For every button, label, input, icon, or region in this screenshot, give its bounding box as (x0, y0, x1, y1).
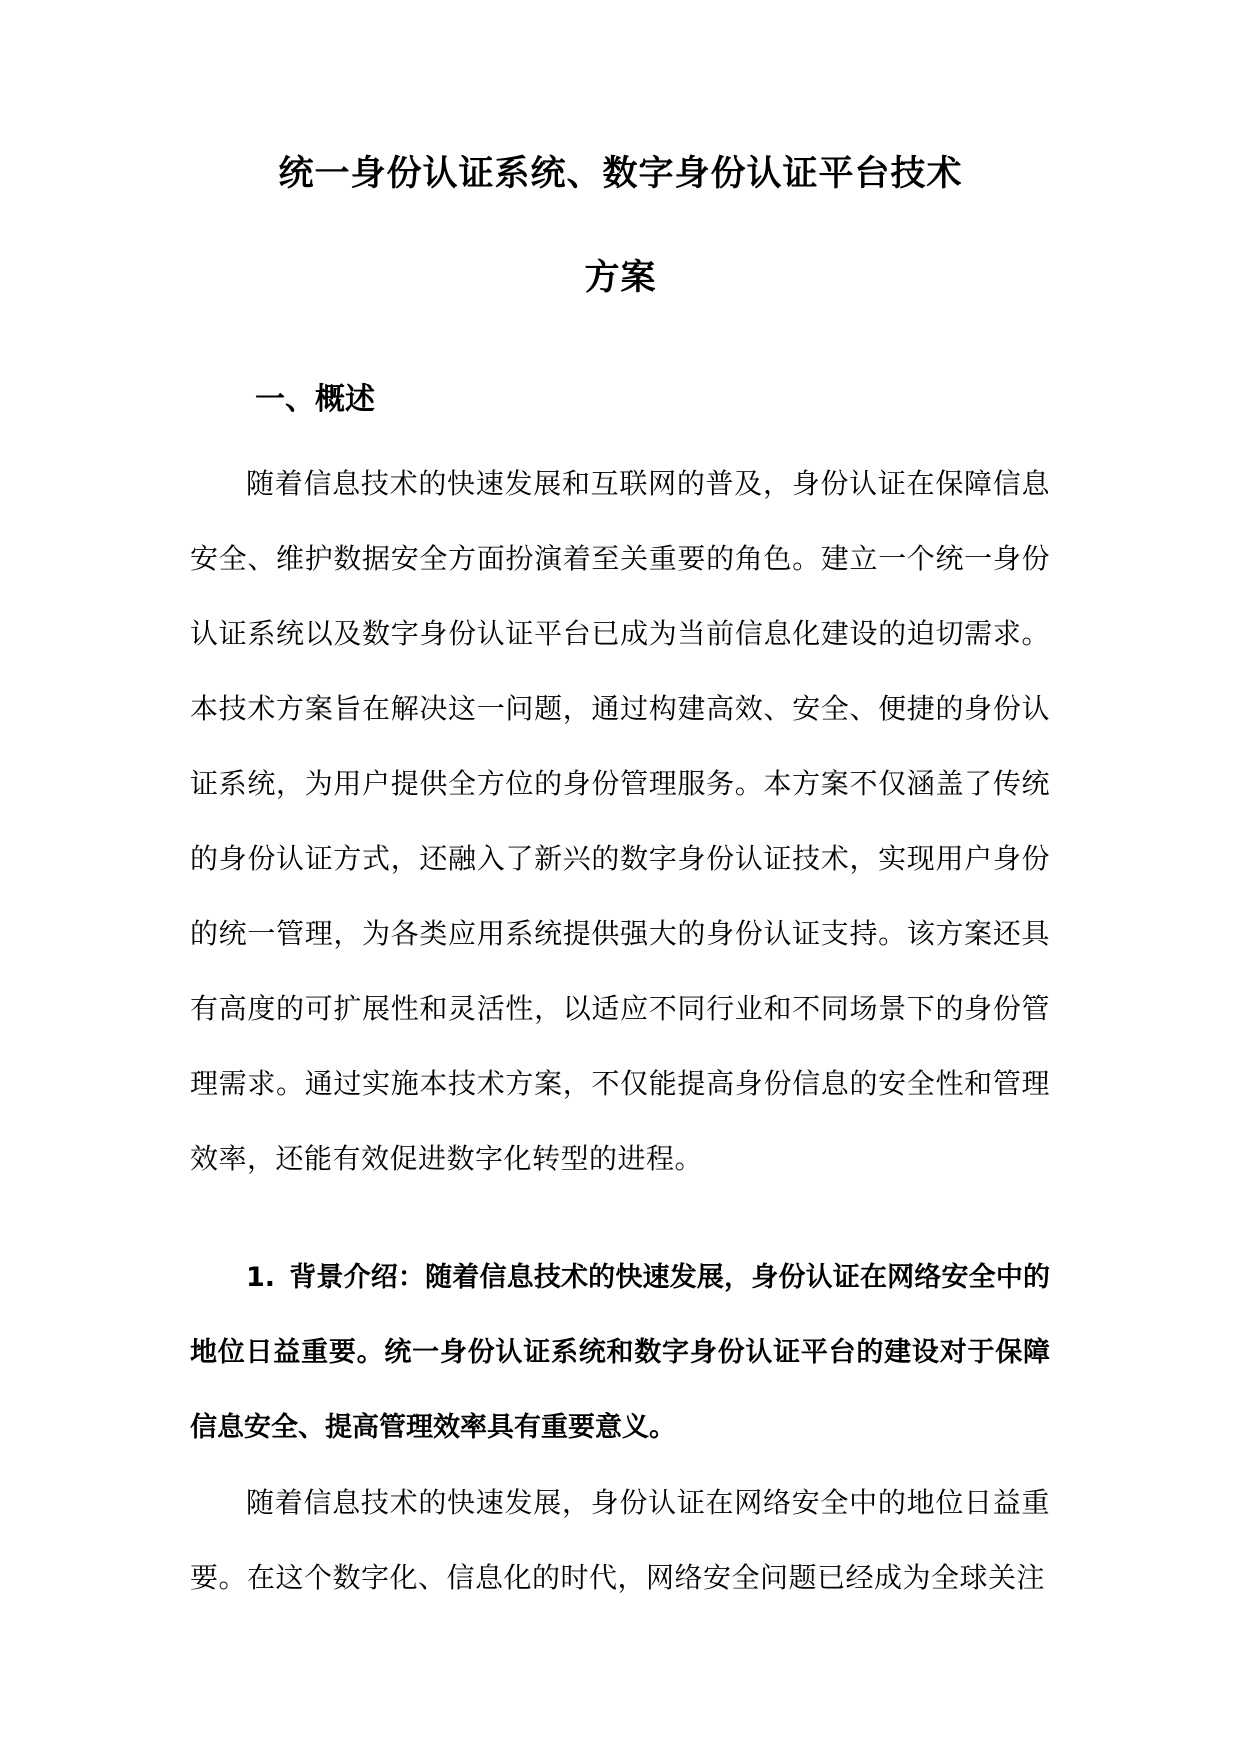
subsection-heading-background (190, 1240, 1050, 1465)
document-title-line-1: 统一身份认证系统、数字身份认证平台技术 (278, 154, 963, 194)
subsection-heading-text: 背景介绍：随着信息技术的快速发展，身份认证在网络安全中的地位日益重要。统一身份认证系统和数字身份认证平台的建设对于保障信息安全、提高管理效率具有重要意义。 (190, 1262, 1050, 1443)
section-heading-overview: 一、概述 (255, 382, 375, 417)
subsection-number: 1. (246, 1262, 276, 1293)
overview-paragraph: 随着信息技术的快速发展和互联网的普及，身份认证在保障信息安全、维护数据安全方面扮演着至关重要的角色。建立一个统一身份认证系统以及数字身份认证平台已成为当前信息化建设的迫切需求。本技术方案旨在解决这一问题，通过构建高效、安全、便捷的身份认证系统，为用户提供全方位的身份管理服务。本方案不仅涵盖了传统的身份认证方式，还融入了新兴的数字身份认证技术，实现用户身份的统一管理，为各类应用系统提供强大的身份认证支持。该方案还具有高度的可扩展性和灵活性，以适应不同行业和不同场景下的身份管理需求。通过实施本技术方案，不仅能提高身份信息的安全性和管理效率，还能有效促进数字化转型的进程。 (190, 467, 1050, 1175)
document-title-line-2: 方案 (584, 258, 657, 298)
background-paragraph: 随着信息技术的快速发展，身份认证在网络安全中的地位日益重要。在这个数字化、信息化的时代，网络安全问题已经成为全球关注 (190, 1486, 1050, 1594)
